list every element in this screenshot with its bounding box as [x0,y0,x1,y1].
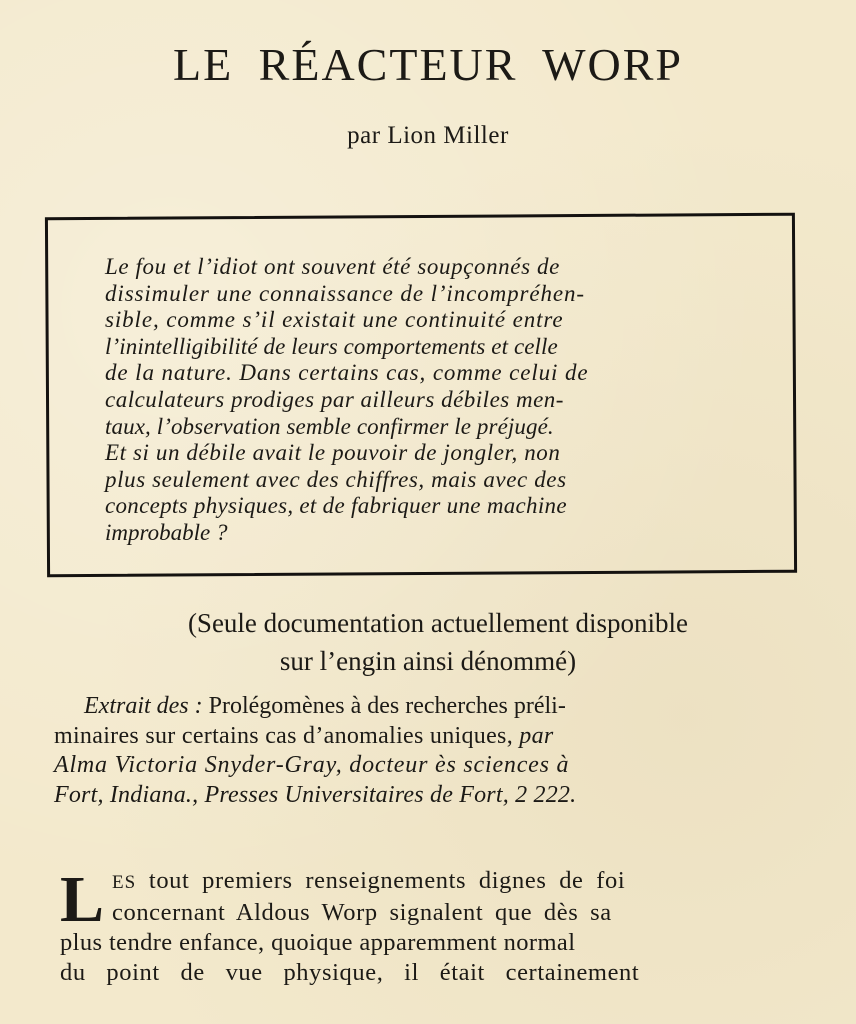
small-caps-text: ES [112,872,137,893]
body-text: tout premiers renseignements dignes de foi [136,867,626,894]
abstract-line: Et si un débile avait le pouvoir de jongler, non [105,440,561,466]
abstract-line: calculateurs prodiges par ailleurs débiles men- [105,386,564,412]
page-title: LE RÉACTEUR WORP [172,39,684,90]
abstract-line: l’inintelligibilité de leurs comportements et celle [105,333,558,359]
documentation-heading-line: sur l’engin ainsi dénommé) [279,646,577,676]
article-body [60,863,820,988]
abstract-line: concepts physiques, et de fabriquer une machine [105,493,567,519]
body-line: du point de vue physique, il était certainement [60,959,640,986]
excerpt-citation [54,692,814,810]
abstract-line: sible, comme s’il existait une continuité entre [105,307,564,333]
excerpt-text: par [519,722,554,749]
excerpt-label: Extrait des : [84,693,203,719]
abstract-line: de la nature. Dans certains cas, comme celui de [105,360,589,386]
drop-cap: L [60,863,105,936]
abstract-line: Le fou et l’idiot ont souvent été soupçonnés de [105,254,560,279]
author-byline: par Lion Miller [347,122,509,149]
excerpt-line: Alma Victoria Snyder-Gray, docteur ès sciences à [54,752,570,778]
excerpt-text: Prolégomènes à des recherches préli- [202,693,566,719]
excerpt-line: Fort, Indiana., Presses Universitaires de Fort, 2 222. [54,781,577,808]
documentation-heading-line: (Seule documentation actuellement disponible [187,608,689,638]
abstract-text [105,254,745,547]
documentation-heading [0,604,856,680]
body-line: plus tendre enfance, quoique apparemment normal [60,929,576,956]
excerpt-text: minaires sur certains cas d’anomalies uniques, [54,722,520,749]
body-line [60,866,820,898]
abstract-line: plus seulement avec des chiffres, mais avec des [105,466,567,492]
abstract-line: improbable ? [105,519,228,545]
abstract-line: dissimuler une connaissance de l’incompréhen- [105,280,585,306]
abstract-line: taux, l’observation semble confirmer le préjugé. [105,413,554,439]
excerpt-line [54,722,814,752]
body-line: concernant Aldous Worp signalent que dès sa [112,899,612,926]
excerpt-line [84,692,814,722]
